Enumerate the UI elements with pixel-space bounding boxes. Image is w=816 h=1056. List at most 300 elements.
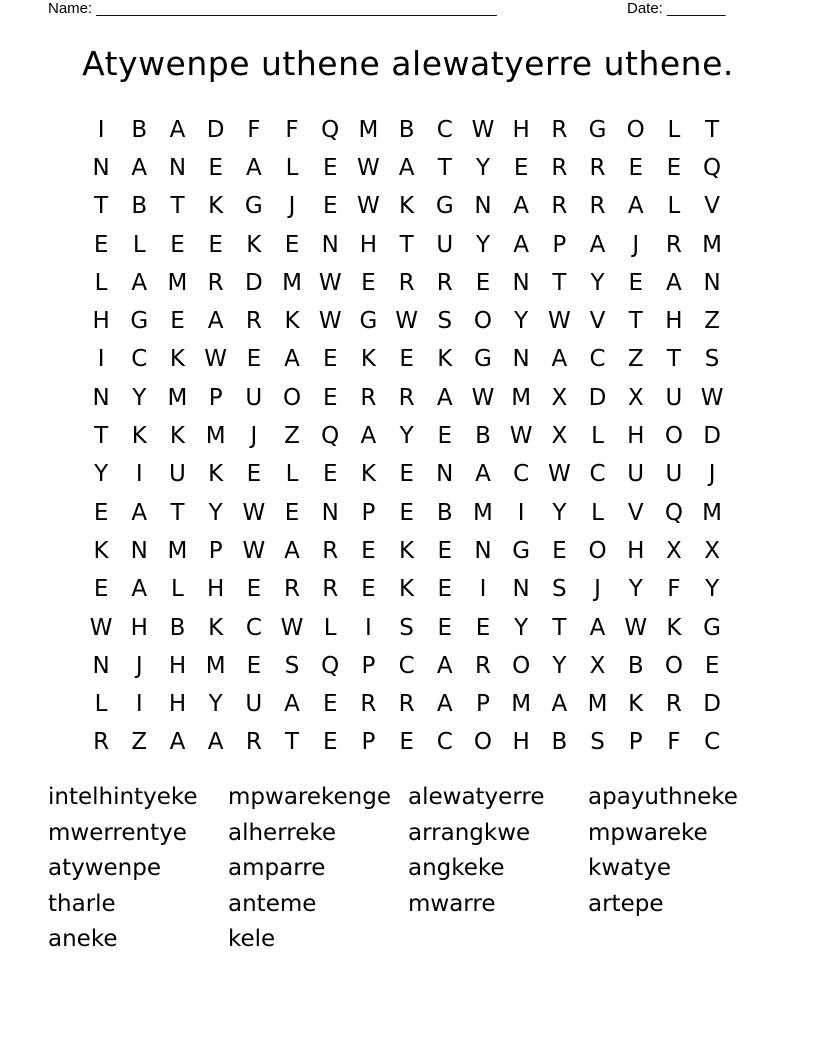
grid-cell: W: [509, 423, 533, 450]
grid-cell: Y: [552, 652, 567, 679]
grid-cell: E: [399, 729, 414, 756]
grid-cell: R: [398, 384, 415, 411]
grid-cell: O: [664, 652, 683, 679]
grid-cell: U: [665, 461, 683, 488]
grid-cell: T: [94, 423, 109, 450]
grid-cell: P: [361, 652, 376, 679]
grid-cell: R: [93, 729, 110, 756]
grid-cell: T: [170, 499, 185, 526]
grid-cell: K: [169, 346, 186, 373]
grid-cell: H: [665, 308, 683, 335]
date-field: Date: _______: [627, 0, 726, 17]
grid-cell: U: [169, 461, 186, 488]
grid-cell: Y: [208, 691, 223, 718]
grid-cell: R: [207, 269, 224, 296]
grid-cell: Y: [514, 614, 529, 641]
grid-cell: Z: [627, 346, 644, 373]
grid-cell: C: [245, 614, 262, 641]
grid-cell: E: [208, 154, 223, 181]
grid-cell: M: [358, 116, 379, 143]
word-list-item: kwatye: [588, 855, 672, 881]
grid-cell: R: [245, 729, 262, 756]
name-field: Name: ________________________________________________: [48, 0, 497, 17]
grid-cell: K: [399, 576, 415, 603]
grid-cell: E: [399, 346, 414, 373]
grid-cell: L: [132, 231, 146, 258]
grid-cell: E: [361, 576, 376, 603]
grid-cell: E: [246, 346, 262, 373]
grid-cell: K: [399, 193, 415, 220]
grid-cell: E: [437, 537, 453, 564]
grid-cell: E: [284, 231, 300, 258]
grid-cell: U: [436, 231, 454, 258]
grid-cell: E: [704, 652, 720, 679]
grid-cell: W: [242, 537, 266, 564]
grid-cell: L: [285, 461, 299, 488]
grid-cell: S: [437, 308, 453, 335]
grid-cell: H: [512, 116, 530, 143]
grid-cell: K: [628, 691, 644, 718]
grid-cell: G: [512, 537, 531, 564]
word-list-item: mwarre: [408, 890, 496, 917]
grid-cell: W: [318, 269, 342, 296]
grid-cell: T: [552, 269, 567, 296]
grid-cell: E: [399, 461, 414, 488]
grid-cell: D: [206, 116, 225, 143]
grid-cell: E: [246, 461, 262, 488]
grid-cell: K: [360, 346, 376, 373]
grid-cell: T: [552, 614, 567, 641]
grid-cell: I: [135, 691, 143, 718]
grid-cell: C: [398, 652, 415, 679]
grid-cell: T: [705, 116, 720, 143]
grid-cell: A: [131, 576, 148, 603]
grid-cell: W: [700, 384, 724, 411]
grid-cell: Y: [590, 269, 605, 296]
grid-cell: K: [208, 614, 224, 641]
grid-cell: K: [666, 614, 682, 641]
grid-cell: E: [361, 537, 376, 564]
grid-cell: Y: [552, 499, 567, 526]
grid-cell: R: [589, 154, 606, 181]
grid-cell: C: [589, 346, 606, 373]
word-list-item: artepe: [588, 890, 664, 917]
grid-cell: K: [246, 231, 262, 258]
grid-cell: G: [588, 116, 607, 143]
grid-cell: P: [476, 691, 490, 718]
grid-cell: V: [627, 499, 644, 526]
word-list-item: alewatyerre: [408, 784, 545, 810]
grid-cell: Y: [475, 154, 490, 181]
grid-cell: E: [246, 652, 262, 679]
grid-cell: K: [169, 423, 186, 450]
grid-cell: M: [205, 652, 226, 679]
grid-cell: N: [474, 537, 492, 564]
grid-cell: Q: [664, 499, 683, 526]
grid-cell: G: [435, 193, 454, 220]
grid-cell: A: [207, 729, 224, 756]
grid-cell: A: [513, 193, 530, 220]
grid-cell: K: [437, 346, 453, 373]
grid-cell: B: [131, 116, 148, 143]
grid-cell: I: [135, 461, 143, 488]
grid-cell: L: [171, 576, 184, 603]
grid-cell: Y: [399, 423, 414, 450]
grid-cell: K: [208, 461, 224, 488]
grid-cell: D: [703, 691, 721, 718]
grid-cell: U: [245, 384, 263, 411]
grid-cell: R: [665, 231, 682, 258]
grid-cell: R: [474, 652, 491, 679]
word-list-item: amparre: [228, 855, 326, 881]
grid-cell: E: [361, 269, 376, 296]
grid-cell: E: [170, 308, 185, 335]
grid-cell: L: [285, 154, 299, 181]
grid-cell: V: [589, 308, 606, 335]
word-list-item: tharle: [48, 890, 116, 917]
grid-cell: Y: [94, 461, 109, 488]
grid-cell: F: [667, 576, 681, 603]
grid-cell: A: [169, 729, 186, 756]
grid-cell: H: [512, 729, 530, 756]
grid-cell: C: [589, 461, 606, 488]
grid-cell: B: [551, 729, 568, 756]
grid-cell: M: [167, 537, 188, 564]
grid-cell: T: [399, 231, 414, 258]
grid-cell: S: [552, 576, 567, 603]
grid-cell: E: [322, 384, 338, 411]
grid-cell: E: [93, 576, 109, 603]
word-list-item: arrangkwe: [408, 819, 531, 846]
grid-cell: Z: [131, 729, 148, 756]
grid-cell: H: [359, 231, 378, 258]
grid-cell: K: [208, 193, 224, 220]
word-list-item: aneke: [48, 926, 118, 952]
grid-cell: C: [436, 729, 453, 756]
word-list-item: apayuthneke: [588, 784, 738, 810]
grid-cell: K: [131, 423, 147, 450]
grid-cell: C: [131, 346, 148, 373]
grid-cell: W: [357, 154, 380, 181]
grid-cell: E: [437, 576, 453, 603]
grid-cell: M: [167, 384, 188, 411]
grid-cell: N: [130, 537, 148, 564]
grid-cell: F: [247, 116, 261, 143]
grid-cell: Y: [208, 499, 223, 526]
grid-cell: B: [398, 116, 415, 143]
grid-cell: R: [665, 691, 682, 718]
worksheet-header: [0, 0, 816, 20]
grid-cell: A: [131, 269, 148, 296]
grid-cell: G: [703, 614, 721, 641]
grid-cell: A: [627, 193, 644, 220]
grid-cell: L: [667, 193, 681, 220]
grid-cell: U: [245, 691, 263, 718]
word-search-grid: [82, 111, 731, 762]
grid-cell: W: [357, 193, 380, 220]
grid-cell: P: [552, 231, 567, 258]
grid-cell: W: [318, 308, 342, 335]
grid-cell: L: [94, 691, 108, 718]
grid-cell: M: [511, 691, 532, 718]
word-list-item: atywenpe: [48, 855, 162, 881]
grid-cell: R: [436, 269, 453, 296]
grid-cell: T: [170, 193, 185, 220]
grid-cell: I: [517, 499, 525, 526]
grid-cell: R: [398, 691, 415, 718]
grid-cell: S: [704, 346, 720, 373]
grid-cell: O: [588, 537, 607, 564]
grid-cell: S: [284, 652, 300, 679]
grid-cell: Y: [132, 384, 147, 411]
grid-cell: E: [322, 154, 338, 181]
grid-cell: K: [360, 461, 376, 488]
grid-cell: L: [323, 614, 337, 641]
grid-cell: R: [360, 384, 377, 411]
grid-cell: E: [475, 614, 491, 641]
grid-cell: E: [628, 154, 643, 181]
grid-cell: E: [93, 499, 109, 526]
grid-cell: D: [244, 269, 263, 296]
grid-cell: L: [591, 423, 604, 450]
grid-cell: K: [399, 537, 415, 564]
grid-cell: J: [708, 461, 716, 488]
grid-cell: B: [475, 423, 491, 450]
grid-cell: N: [321, 231, 339, 258]
grid-cell: Q: [321, 652, 340, 679]
grid-cell: M: [282, 269, 302, 296]
grid-cell: E: [322, 691, 338, 718]
grid-cell: Z: [704, 308, 720, 335]
grid-cell: A: [169, 116, 186, 143]
grid-cell: E: [322, 346, 338, 373]
grid-cell: G: [359, 308, 378, 335]
grid-cell: A: [475, 461, 491, 488]
grid-cell: Q: [321, 116, 340, 143]
grid-cell: A: [131, 499, 148, 526]
grid-cell: E: [437, 614, 453, 641]
grid-cell: E: [437, 423, 453, 450]
grid-cell: H: [207, 576, 225, 603]
grid-cell: O: [282, 384, 302, 411]
grid-cell: V: [704, 193, 720, 220]
word-list-item: mwerrentye: [48, 819, 187, 846]
grid-cell: R: [551, 116, 568, 143]
grid-cell: E: [399, 499, 414, 526]
grid-cell: Y: [475, 231, 490, 258]
grid-cell: W: [547, 308, 571, 335]
grid-cell: S: [399, 614, 414, 641]
grid-cell: H: [627, 537, 645, 564]
grid-cell: I: [97, 346, 105, 373]
grid-cell: E: [322, 193, 338, 220]
grid-cell: L: [667, 116, 681, 143]
grid-cell: Q: [703, 154, 722, 181]
grid-cell: C: [704, 729, 721, 756]
grid-cell: T: [94, 193, 109, 220]
grid-cell: U: [627, 461, 645, 488]
grid-cell: P: [208, 384, 223, 411]
grid-cell: O: [512, 652, 531, 679]
grid-cell: A: [284, 537, 300, 564]
grid-cell: E: [475, 269, 491, 296]
grid-cell: W: [395, 308, 418, 335]
grid-cell: O: [626, 116, 645, 143]
grid-cell: C: [513, 461, 530, 488]
grid-cell: J: [250, 423, 258, 450]
grid-cell: B: [131, 193, 148, 220]
grid-cell: G: [130, 308, 149, 335]
grid-cell: C: [436, 116, 453, 143]
grid-cell: X: [627, 384, 644, 411]
grid-cell: X: [551, 423, 568, 450]
grid-cell: A: [398, 154, 415, 181]
grid-cell: N: [321, 499, 339, 526]
grid-cell: W: [242, 499, 266, 526]
grid-cell: R: [245, 308, 262, 335]
grid-cell: N: [92, 652, 110, 679]
grid-cell: A: [436, 652, 453, 679]
grid-cell: Z: [284, 423, 300, 450]
grid-cell: R: [589, 193, 606, 220]
grid-cell: A: [245, 154, 262, 181]
grid-cell: R: [360, 691, 377, 718]
grid-cell: M: [205, 423, 226, 450]
word-list-item: mpwarekenge: [228, 784, 391, 810]
grid-cell: N: [92, 154, 110, 181]
grid-cell: R: [398, 269, 415, 296]
grid-cell: E: [284, 499, 300, 526]
grid-cell: E: [246, 576, 262, 603]
grid-cell: K: [284, 308, 300, 335]
grid-cell: A: [284, 346, 300, 373]
grid-cell: T: [628, 308, 643, 335]
grid-cell: J: [632, 231, 640, 258]
page-title: Atywenpe uthene alewatyerre uthene.: [82, 44, 734, 83]
word-list-item: mpwareke: [588, 819, 708, 846]
grid-cell: A: [589, 614, 606, 641]
grid-cell: X: [551, 384, 568, 411]
grid-cell: Q: [321, 423, 340, 450]
word-list-item: anteme: [228, 890, 317, 917]
grid-cell: N: [512, 346, 530, 373]
grid-cell: L: [591, 499, 604, 526]
grid-cell: P: [208, 537, 223, 564]
grid-cell: M: [511, 384, 532, 411]
grid-cell: W: [471, 116, 495, 143]
grid-cell: P: [361, 499, 376, 526]
grid-cell: M: [167, 269, 188, 296]
grid-cell: I: [479, 576, 487, 603]
grid-cell: M: [587, 691, 608, 718]
grid-cell: E: [552, 537, 567, 564]
grid-cell: A: [513, 231, 530, 258]
grid-cell: N: [92, 384, 110, 411]
grid-cell: R: [284, 576, 301, 603]
grid-cell: K: [93, 537, 109, 564]
grid-cell: I: [97, 116, 105, 143]
grid-cell: H: [130, 614, 148, 641]
grid-cell: A: [131, 154, 148, 181]
grid-cell: A: [666, 269, 682, 296]
grid-cell: W: [280, 614, 304, 641]
grid-cell: O: [664, 423, 683, 450]
grid-cell: N: [474, 193, 492, 220]
grid-cell: A: [207, 308, 224, 335]
grid-cell: A: [436, 384, 453, 411]
grid-cell: A: [284, 691, 300, 718]
grid-cell: B: [436, 499, 453, 526]
grid-cell: W: [89, 614, 113, 641]
grid-cell: D: [703, 423, 721, 450]
word-list-item: kele: [228, 926, 276, 952]
grid-cell: A: [360, 423, 377, 450]
grid-cell: X: [666, 537, 682, 564]
grid-cell: E: [666, 154, 682, 181]
grid-cell: T: [437, 154, 452, 181]
grid-cell: W: [471, 384, 495, 411]
grid-cell: A: [589, 231, 606, 258]
grid-cell: G: [244, 193, 263, 220]
grid-cell: E: [208, 231, 223, 258]
grid-cell: M: [702, 499, 723, 526]
grid-cell: W: [547, 461, 571, 488]
grid-cell: T: [666, 346, 681, 373]
grid-cell: H: [92, 308, 110, 335]
grid-cell: N: [512, 576, 530, 603]
grid-cell: P: [628, 729, 643, 756]
grid-cell: W: [624, 614, 648, 641]
grid-cell: N: [436, 461, 454, 488]
grid-cell: X: [704, 537, 720, 564]
grid-cell: N: [168, 154, 187, 181]
grid-cell: R: [551, 193, 568, 220]
grid-cell: A: [551, 691, 568, 718]
grid-cell: R: [322, 537, 339, 564]
grid-cell: X: [589, 652, 606, 679]
word-list-item: intelhintyeke: [48, 784, 198, 810]
grid-cell: R: [551, 154, 568, 181]
grid-cell: H: [168, 691, 187, 718]
grid-cell: G: [474, 346, 492, 373]
grid-cell: J: [135, 652, 143, 679]
grid-cell: O: [473, 308, 493, 335]
word-list-item: angkeke: [408, 855, 505, 881]
grid-cell: N: [703, 269, 721, 296]
grid-cell: I: [365, 614, 372, 641]
grid-cell: W: [204, 346, 228, 373]
grid-cell: E: [170, 231, 185, 258]
grid-cell: J: [288, 193, 296, 220]
grid-cell: F: [285, 116, 299, 143]
grid-cell: E: [322, 461, 338, 488]
grid-cell: M: [702, 231, 723, 258]
grid-cell: E: [628, 269, 643, 296]
grid-cell: A: [436, 691, 453, 718]
grid-cell: U: [665, 384, 683, 411]
grid-cell: B: [169, 614, 186, 641]
grid-cell: Y: [514, 308, 529, 335]
grid-cell: T: [285, 729, 300, 756]
grid-cell: Y: [705, 576, 720, 603]
grid-cell: E: [513, 154, 529, 181]
grid-cell: N: [512, 269, 530, 296]
grid-cell: L: [94, 269, 108, 296]
grid-cell: H: [168, 652, 187, 679]
grid-cell: E: [93, 231, 109, 258]
grid-cell: Y: [628, 576, 643, 603]
grid-cell: F: [667, 729, 681, 756]
